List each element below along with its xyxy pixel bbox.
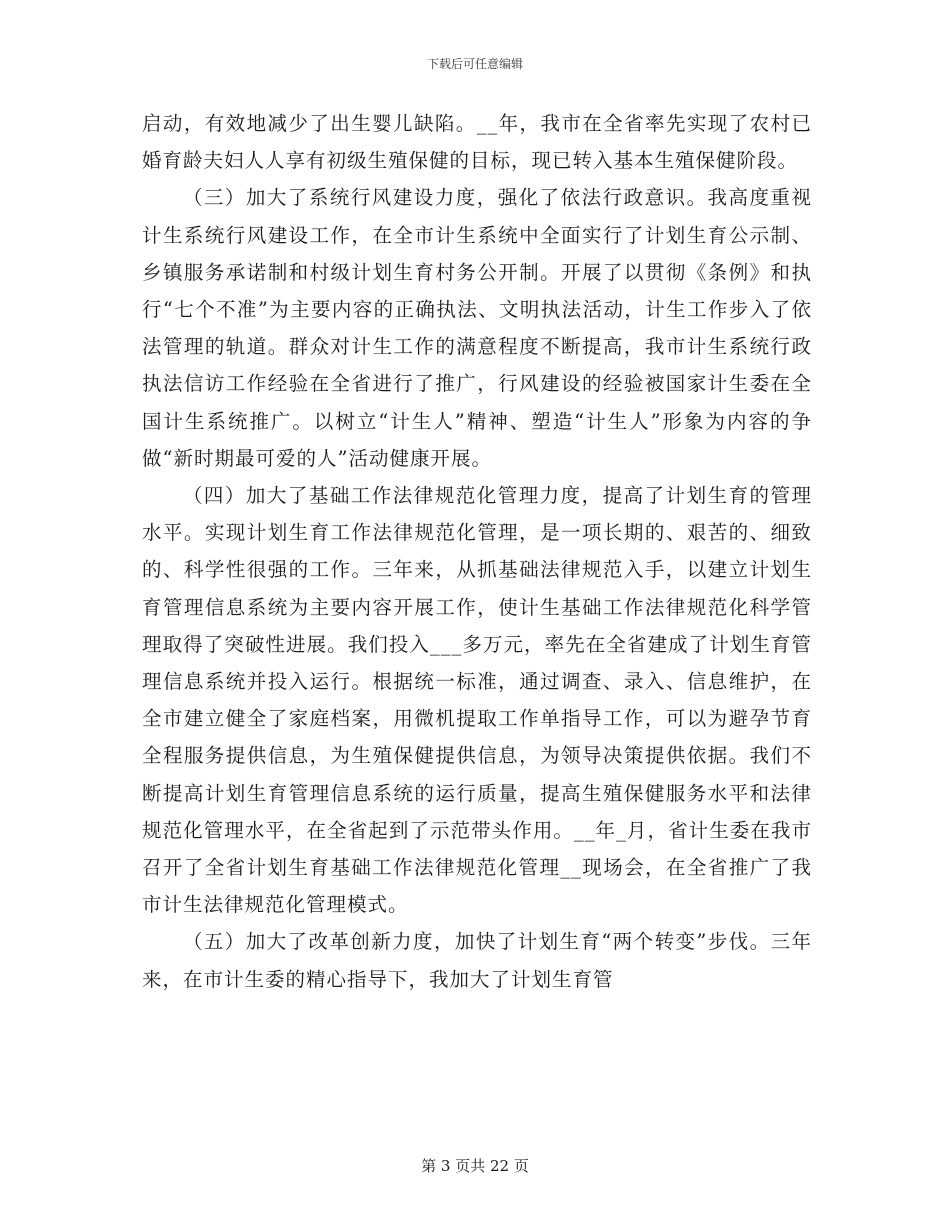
page-header: 下载后可任意编辑 (426, 57, 523, 71)
paragraph-continuation: 启动，有效地减少了出生婴儿缺陷。__年，我市在全省率先实现了农村已婚育龄夫妇人人享有初级生殖保健的目标，现已转入基本生殖保健阶段。 (142, 112, 812, 173)
paragraph-section-4: （四）加大了基础工作法律规范化管理力度，提高了计划生育的管理水平。实现计划生育工作法律规范化管理，是一项长期的、艰苦的、细致的、科学性很强的工作。三年来，从抓基础法律规范入手，以建立计划生育管理信息系统为主要内容开展工作，使计生基础工作法律规范化科学管理取得了突破性进展。我们投入___多万元，率先在全省建成了计划生育管理信息系统并投入运行。根据统一标准，通过调查、录入、信息维护，在全市建立健全了家庭档案，用微机提取工作单指导工作，可以为避孕节育全程服务提供信息，为生殖保健提供信息，为领导决策提供依据。我们不断提高计划生育管理信息系统的运行质量，提高生殖保健服务水平和法律规范化管理水平，在全省起到了示范带头作用。__年_月，省计生委在我市召开了全省计划生育基础工作法律规范化管理__现场会，在全省推广了我市计生法律规范化管理模式。 (142, 484, 812, 917)
document-body (142, 105, 812, 998)
paragraph-section-5: （五）加大了改革创新力度，加快了计划生育“两个转变”步伐。三年来，在市计生委的精心指导下，我加大了计划生育管 (142, 930, 812, 991)
page-footer: 第 3 页共 22 页 (421, 1157, 529, 1175)
paragraph-section-3: （三）加大了系统行风建设力度，强化了依法行政意识。我高度重视计生系统行风建设工作，在全市计生系统中全面实行了计划生育公示制、乡镇服务承诺制和村级计划生育村务公开制。开展了以贯彻《条例》和执行“七个不准”为主要内容的正确执法、文明执法活动，计生工作步入了依法管理的轨道。群众对计生工作的满意程度不断提高，我市计生系统行政执法信访工作经验在全省进行了推广，行风建设的经验被国家计生委在全国计生系统推广。以树立“计生人”精神、塑造“计生人”形象为内容的争做“新时期最可爱的人”活动健康开展。 (142, 186, 812, 470)
